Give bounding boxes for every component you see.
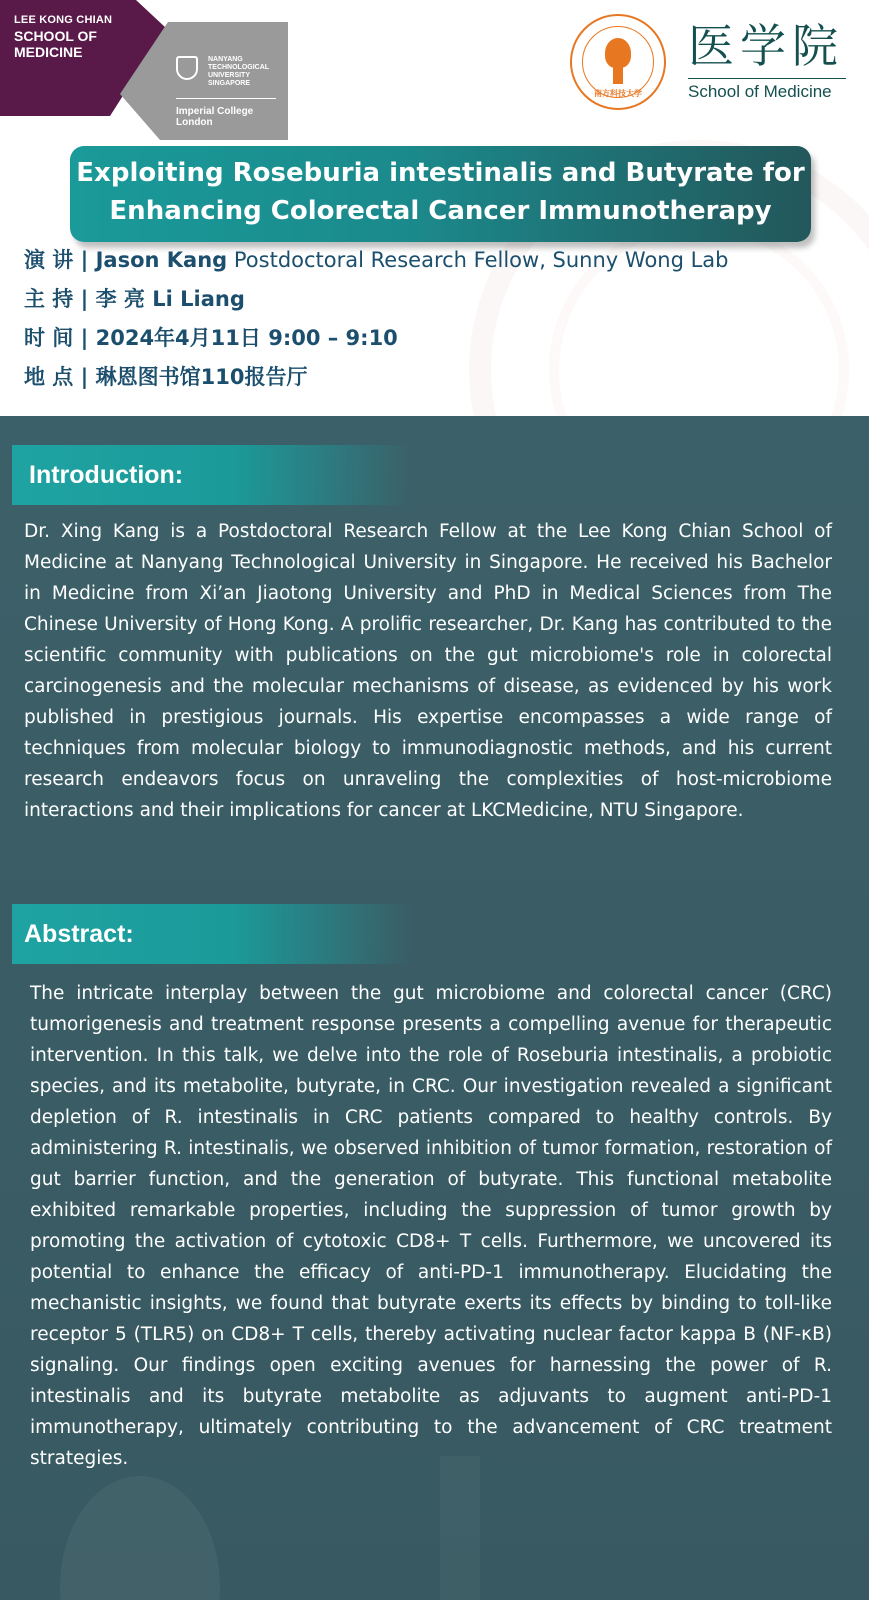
talk-title-line-2: Enhancing Colorectal Cancer Immunotherapy	[109, 196, 772, 226]
time-value: 2024年4月11日 9:00 – 9:10	[95, 326, 398, 350]
torch-stem-icon	[613, 66, 623, 84]
ntu-line-3: UNIVERSITY	[208, 72, 251, 79]
host-label: 主 持 |	[24, 287, 96, 311]
background-decoration	[60, 1476, 220, 1600]
speaker-name: Jason Kang	[95, 248, 228, 272]
speaker-row	[24, 244, 729, 283]
imperial-line-1: Imperial College	[176, 106, 254, 117]
ntu-line-1: NANYANG	[208, 56, 243, 63]
event-info	[24, 244, 729, 400]
abstract-text: The intricate interplay between the gut microbiome and colorectal cancer (CRC) tumorigenesis and treatment response presents a compelling avenue for therapeutic intervention. In this talk, we delve into the role of Roseburia intestinalis, a probiotic species, and its metabolite, butyrate, in CRC. Our investigation revealed a significant depletion of R. intestinalis in CRC patients compared to healthy controls. By administering R. intestinalis, we observed inhibition of tumor formation, restoration of gut barrier function, and the generation of butyrate. This functional metabolite exhibited remarkable properties, including the suppression of tumor growth by promoting the activation of cytotoxic CD8+ T cells. Furthermore, we uncovered its potential to enhance the efficacy of anti-PD-1 immunotherapy. Elucidating the mechanistic insights, we found that butyrate exerts its effects by binding to toll-like receptor 5 (TLR5) on CD8+ T cells, thereby activating nuclear factor kappa B (NF-κB) signaling. Our findings open exciting avenues for harnessing the power of R. intestinalis and its butyrate metabolite as adjuvants to augment anti-PD-1 immunotherapy, ultimately contributing to the advancement of CRC treatment strategies.	[30, 983, 832, 1469]
seal-text: 南方科技大学	[594, 89, 642, 98]
background-decoration-stem	[440, 1456, 480, 1600]
poster-header	[0, 0, 869, 416]
time-row	[24, 322, 729, 361]
talk-title-line-1: Exploiting Roseburia intestinalis and Butyrate for	[76, 158, 805, 188]
torch-icon	[605, 38, 631, 68]
talk-title-banner	[70, 146, 811, 242]
ntu-crest-icon	[176, 56, 198, 80]
logo-divider	[176, 98, 276, 99]
lkc-medicine-logo-text	[14, 12, 112, 60]
imperial-logo-text	[176, 106, 253, 128]
introduction-text: Dr. Xing Kang is a Postdoctoral Research Fellow at the Lee Kong Chian School of Medicine at Nanyang Technological University in Singapore. He received his Bachelor in Medicine from Xi’an Jiaotong University and PhD in Medical Sciences from The Chinese University of Hong Kong. A prolific researcher, Dr. Kang has contributed to the scientific community with publications on the gut microbiome's role in colorectal carcinogenesis and the molecular mechanisms of disease, as evidenced by his work published in prestigious journals. His expertise encompasses a wide range of techniques from molecular biology to immunodiagnostic methods, and his current research endeavors focus on unraveling the complexities of host-microbiome interactions and their implications for cancer at LKCMedicine, NTU Singapore.	[24, 521, 832, 821]
venue-value: 琳恩图书馆110报告厅	[95, 365, 308, 389]
ntu-line-4: SINGAPORE	[208, 80, 251, 87]
lkc-line-1: LEE KONG CHIAN	[14, 14, 113, 26]
school-of-medicine-cn: 医学院	[688, 19, 844, 73]
host-row	[24, 283, 729, 322]
venue-label: 地 点 |	[24, 365, 96, 389]
lkc-line-2: SCHOOL OF	[14, 28, 97, 44]
school-of-medicine-en: School of Medicine	[688, 82, 832, 101]
host-name: 李 亮 Li Liang	[95, 287, 245, 311]
ntu-line-2: TECHNOLOGICAL	[208, 64, 270, 71]
ntu-logo-text	[208, 56, 269, 88]
abstract-heading: Abstract:	[12, 904, 412, 964]
imperial-line-2: London	[176, 117, 213, 128]
poster-body	[0, 416, 869, 1600]
time-label: 时 间 |	[24, 326, 96, 350]
introduction-heading: Introduction:	[12, 445, 412, 505]
school-of-medicine-divider	[688, 78, 846, 79]
sustech-seal-logo	[570, 14, 666, 110]
venue-row	[24, 361, 729, 400]
lkc-line-3: MEDICINE	[14, 44, 83, 60]
speaker-role: Postdoctoral Research Fellow, Sunny Wong Lab	[227, 248, 729, 272]
speaker-label: 演 讲 |	[24, 248, 96, 272]
